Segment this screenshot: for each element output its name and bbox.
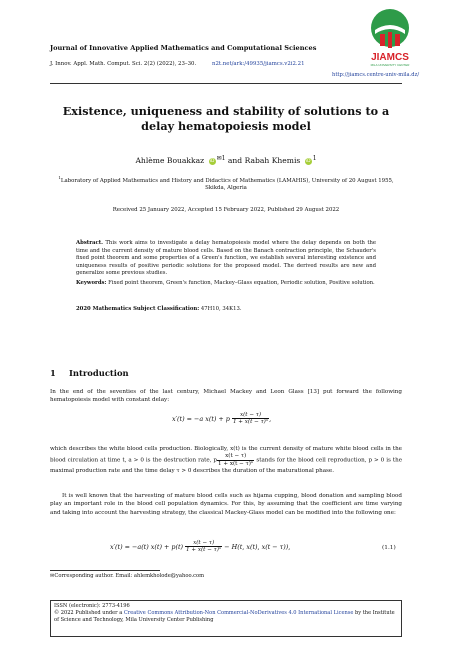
equation-mackey-glass [172,412,271,426]
header-divider [50,83,402,84]
inline-math: p [213,457,218,464]
author-marks: 1 [312,155,317,162]
affiliation-text: Laboratory of Applied Mathematics and History and Didactics of Mathematics (LAMAHIS), University of 20 August 1955, Skikda, Algeria [60,177,394,192]
journal-title: Journal of Innovative Applied Mathematics and Computational Sciences [50,44,317,52]
keywords-text: Fixed point theorem, Green's function, Mackey–Glass equation, Periodic solution, Positive solution. [108,280,375,286]
jiamcs-logo [364,6,416,70]
equation-1-1 [110,540,290,554]
fraction-denominator: 1 + x(t − τ)ⁿ [218,460,254,467]
equation-tail: , [269,414,272,423]
journal-url-link[interactable]: http://jiamcs.centre-univ-mila.dz/ [332,72,420,78]
issn: ISSN (electronic): 2773-4196 [54,603,130,609]
equation-fraction [232,412,272,426]
logo-subtext: MILA UNIVERSITY CENTER [370,63,410,67]
fraction-numerator: x(t − τ) [217,453,254,460]
copyright-notice [54,610,400,624]
inline-fraction [217,453,254,467]
section-heading [50,368,129,378]
msc-codes: 47H10, 34K13. [200,306,242,312]
intro-paragraph-2 [50,445,402,476]
copyright-prefix: © 2022 Published under a [54,610,123,617]
license-link[interactable]: Creative Commons Attribution-Non Commercial-NoDerivatives 4.0 International License [123,610,354,617]
equation-lhs: x′(t) = −a x(t) + p [172,414,230,423]
keywords-label: Keywords: [76,280,107,286]
fraction-denominator: 1 + x(t − τ)ⁿ [232,419,269,426]
corresponding-author-footnote: ✉Corresponding author. Email: ahlemkholode@yahoo.com [50,573,205,579]
author-name: Rabah Khemis [244,156,301,165]
orcid-icon[interactable]: iD [209,158,215,164]
section-number: 1 [50,368,56,378]
author-line [50,155,402,165]
abstract [76,240,376,278]
publication-dates: Received 25 January 2022, Accepted 15 February 2022, Published 29 August 2022 [112,207,340,213]
author-conjunction: and [227,156,243,165]
orcid-icon[interactable]: iD [305,158,311,164]
intro-paragraph-1: In the end of the seventies of the last century, Michael Mackey and Leon Glass [13] put forward the following hematopoiesis model with constant delay: [50,389,402,404]
doi-link[interactable]: n2t.net/ark:/49935/jiamcs.v2i2.21 [212,61,305,67]
equation-fraction [185,540,222,554]
paper-title: Existence, uniqueness and stability of solutions to a delay hematopoiesis model [62,104,390,133]
fraction-numerator: x(t − τ) [232,412,269,419]
abstract-label: Abstract. [76,240,103,246]
equation-tail: − H(t, x(t), x(t − τ)), [224,542,291,551]
logo-wordmark: JIAMCS [371,52,409,63]
fraction-denominator: 1 + x(t − τ)ⁿ [186,547,222,554]
keywords [76,280,376,288]
equation-number: (1.1) [382,545,396,551]
abstract-text: This work aims to investigate a delay hematopoiesis model where the delay depends on both the time and the current density of mature blood cells. Based on the Banach contraction principle, the Schauder's fixed point theorem and some properties of a Green's function, we establish several interesting existence and uniqueness results of positive periodic solutions for the proposed model. The derived results are new and generalize some previous studies. [76,240,377,277]
journal-citation: J. Innov. Appl. Math. Comput. Sci. 2(2) (2022), 23–30. [50,61,197,67]
paragraph-text: stands for the blood cell reproduction, p > 0 is the maximal production rate and the time delay τ > 0 describes the duration of the maturational phase. [50,457,403,475]
affiliation-mark: 1 [58,175,61,180]
journal-reference [50,61,305,67]
footnote-divider [50,570,160,571]
footer-license [54,603,400,625]
copyright-suffix: by the Institute of Science and Technology, Mila University Center Publishing [54,610,395,624]
section-title: Introduction [69,368,129,378]
equation-lhs: x′(t) = −a(t) x(t) + p(t) [110,542,183,551]
msc-classification [76,306,242,312]
intro-paragraph-3: It is well known that the harvesting of mature blood cells such as hijama cupping, blood donation and sampling blood play an important role in the blood cell population dynamics. For this, by assuming that the coefficient are time varying and taking into account the harvesting strategy, the classical Mackey-Glass model can be modified into the following one: [50,493,402,516]
msc-label: 2020 Mathematics Subject Classification: [76,306,200,312]
author-name: Ahlème Bouakkaz [135,156,205,165]
fraction-numerator: x(t − τ) [185,540,222,547]
author-marks: ✉1 [216,155,226,162]
paragraph-text: which describes the white blood cells production. Biologically, x(t) is the current density of mature white blood cells in the blood circulation at time t, a > 0 is the destruction rate, [50,446,402,464]
affiliation [50,174,402,193]
